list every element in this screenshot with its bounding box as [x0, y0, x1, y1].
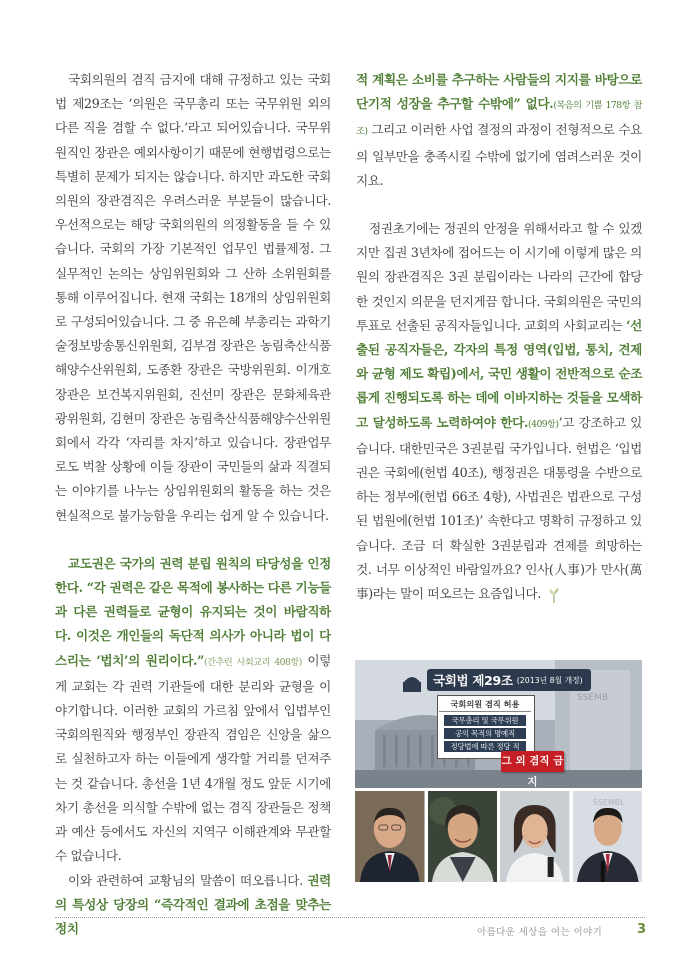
citation-evangelii-178: (복음의 기쁨 178항 참조) — [356, 100, 642, 138]
sprout-icon — [545, 586, 563, 604]
law-revision-date: (2013년 8월 개정) — [516, 675, 583, 685]
paragraph-text: 이와 관련하여 교황님의 말씀이 떠오릅니다. — [68, 872, 308, 888]
footer-divider — [55, 917, 645, 918]
portrait-photo — [573, 791, 643, 882]
paragraph-text: 이렇게 교회는 각 권력 기관들에 대한 분리와 균형을 이야기합니다. 이러한 교회의 가르침 앞에서 입법부인 국회의원직와 행정부인 장관직 겸임은 신앙을 삶으로 실천하고자 하는 이들에게 생각할 거리를 던져주는 것 같습니다. 총선을 1년 4개월 정도 앞둔 시기에 차기 총선을 의식할 수밖에 없는 겸직 장관들은 정책과 예산 등에서도 자신의 지역구 이해관계와 무관할 수 없습니다. — [55, 652, 331, 864]
page-number: 3 — [637, 922, 647, 937]
paragraph-pope-quote — [55, 869, 331, 942]
paragraph-separation-of-powers — [55, 552, 331, 869]
allowed-title: 국회의원 겸직 허용 — [439, 697, 531, 712]
quote-pope: 권력의 특성상 당장의 “즉각적인 결과에 초점을 맞추는 정치 — [55, 872, 331, 936]
quote-pope-continued: 적 계획은 소비를 추구하는 사람들의 지지를 바탕으로 단기적 성장을 추구할 수밖에” 없다. — [356, 72, 642, 112]
magazine-name: 아름다운 세상을 여는 이야기 — [477, 927, 603, 938]
minister-portraits — [355, 791, 642, 882]
law-title: 국회법 제29조 — [433, 673, 513, 688]
paragraph-article29: 국회의원의 겸직 금지에 대해 규정하고 있는 국회법 제29조는 ‘의원은 국무총리 또는 국무위원 외의 다른 직을 겸할 수 없다.’라고 되어있습니다. 국무위원직인 장관은 예외사항이기 때문에 현행법령으로는 특별히 문제가 되지는 않습니다. 하지만 과도한 국회의원의 장관겸직은 우려스러운 부분들이 많습니다. 우선적으로는 해당 국회의원의 의정활동을 들 수 있습니다. 국회의 가장 기본적인 업무인 법률제정. 그 실무적인 논의는 상임위원회와 그 산하 소위원회를 통해 이루어집니다. 현재 국회는 18개의 상임위원회로 구성되어있습니다. 그 중 유은혜 부총리는 과학기술정보방송통신위원회, 김부겸 장관은 농림축산식품해양수산위원회, 도종환 장관은 국방위원회. 이개호 장관은 보건복지위원회, 진선미 장관은 문화체육관광위원회, 김현미 장관은 농림축산식품해양수산위원회에서 각각 ‘자리를 차지’하고 있습니다. 장관업무로도 벅찰 상황에 이들 장관이 국민들의 삶과 직결되는 이야기를 나누는 상임위원회의 활동을 하는 것은 현실적으로 불가능함을 우리는 쉽게 알 수 있습니다. — [55, 72, 331, 523]
paragraph-conclusion — [356, 217, 642, 606]
allowed-item: 정당법에 따른 정당 직 — [444, 741, 526, 752]
paragraph-text: 그리고 이러한 사업 결정의 과정이 전형적으로 수요의 일부만을 충족시킬 수밖에 없기에 염려스러운 것이지요. — [356, 122, 642, 188]
law-title-badge — [427, 669, 591, 691]
portrait-photo — [428, 791, 498, 882]
svg-text:SSEMB: SSEMB — [577, 693, 609, 703]
portrait-photo — [355, 791, 425, 882]
left-column — [55, 68, 331, 941]
right-column — [356, 68, 642, 606]
allowed-item: 공익 목적의 명예직 — [444, 728, 526, 739]
citation-408: (간추린 사회교리 408항) — [204, 656, 302, 668]
national-assembly-graphic — [355, 660, 642, 788]
allowed-item: 국무총리 및 국무위원 — [444, 715, 526, 726]
paragraph-continued — [356, 68, 642, 193]
prohibited-badge: 그 외 겸직 금지 — [501, 751, 564, 772]
paragraph-text: 정권초기에는 정권의 안정을 위해서라고 할 수 있겠지만 집권 3년차에 접어드는 이 시기에 이렇게 많은 의원의 장관겸직은 3권 분립이라는 나라의 근간에 합당한 것인지 의문을 던지게끔 합니다. 국회의원은 국민의 투표로 선출된 공직자들입니다. 교회의 사회교리는 — [356, 221, 642, 333]
svg-text:SSEMBL: SSEMBL — [592, 797, 625, 808]
quote-elected-officials: ‘선출된 공직자들은, 각자의 특정 영역(입법, 통치, 견제와 균형 제도 확립)에서, 국민 생활이 전반적으로 순조롭게 진행되도록 하는 데에 이바지하는 것들을 모색하고 달성하도록 노력하여야 한다. — [356, 317, 643, 430]
portrait-photo — [500, 791, 570, 882]
article-figure — [355, 660, 642, 882]
paragraph-text: ’고 강조하고 있습니다. 대한민국은 3권분립 국가입니다. 헌법은 ‘입법권은 국회에(헌법 40조), 행정권은 대통령을 수반으로 하는 정부에(헌법 66조 4항), 사법권은 법관으로 구성된 법원에(헌법 101조)’ 속한다고 명확히 규정하고 있습니다. 조금 더 확실한 3권분립과 견제를 희망하는 것. 너무 이상적인 바람일까요? 인사(人事)가 만사(萬事)라는 말이 떠오르는 요즘입니다. — [356, 414, 642, 602]
citation-409: (409항) — [528, 418, 559, 430]
quote-social-doctrine: 교도권은 국가의 권력 분립 원칙의 타당성을 인정한다. “각 권력은 같은 목적에 봉사하는 다른 기능들과 다른 권력들로 균형이 유지되는 것이 바람직하다. 이것은 개인들의 독단적 의사가 아니라 법이 다스리는 ‘법치’의 원리이다.” — [55, 555, 331, 668]
